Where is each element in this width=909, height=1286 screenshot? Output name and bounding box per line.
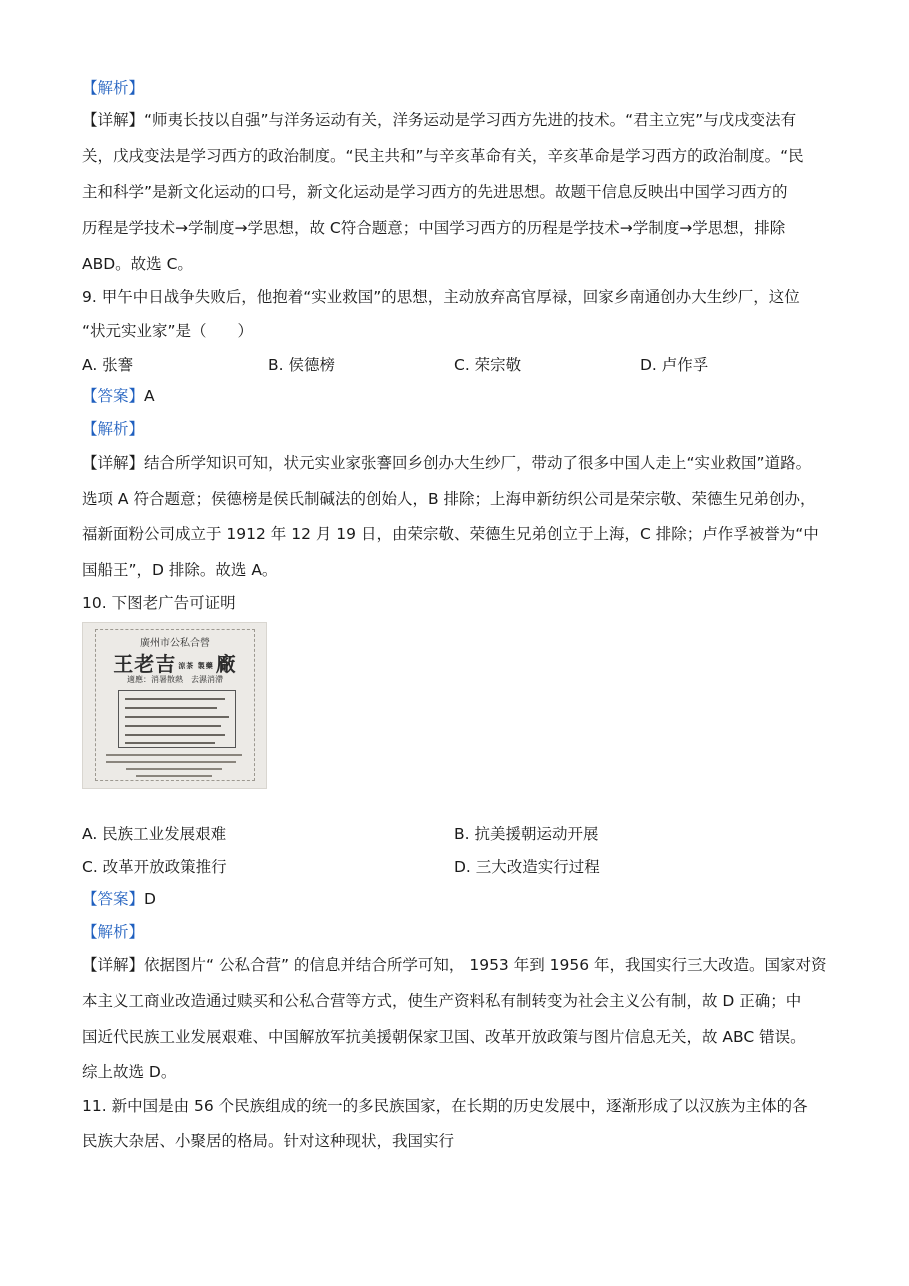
ad-brand: 王老吉: [113, 652, 177, 676]
q9-option-c: C. 荣宗敬: [454, 356, 522, 374]
analysis-label-q9: 【解析】: [82, 420, 145, 438]
analysis-label-q10: 【解析】: [82, 923, 145, 941]
q10-answer: [82, 889, 156, 909]
q10-option-b: B. 抗美援朝运动开展: [454, 825, 599, 843]
q9-stem-line-2: “状元实业家”是（ ）: [82, 322, 254, 340]
q10-option-c: C. 改革开放政策推行: [82, 858, 227, 876]
advertisement-frame: [95, 629, 255, 781]
q9-detail-line-3: 福新面粉公司成立于 1912 年 12 月 19 日，由荣宗敬、荣德生兄弟创立于上海，C 排除；卢作孚被誉为“中: [82, 525, 819, 543]
q11-stem-line-2: 民族大杂居、小聚居的格局。针对这种现状，我国实行: [82, 1132, 455, 1150]
q10-detail-line-4: 综上故选 D。: [82, 1063, 177, 1081]
answer-label: 【答案】: [82, 387, 145, 405]
ad-brand-side: 涼茶 製藥: [178, 660, 214, 670]
q9-option-b: B. 侯德榜: [268, 356, 335, 374]
old-advertisement-image: [82, 622, 267, 789]
q10-option-a: A. 民族工业发展艰难: [82, 825, 227, 843]
ad-brand-line: [96, 648, 254, 677]
q9-detail-line-2: 选项 A 符合题意；侯德榜是侯氏制碱法的创始人，B 排除；上海申新纺织公司是荣宗敬、荣德生兄弟创办，: [82, 490, 816, 508]
q10-option-d: D. 三大改造实行过程: [454, 858, 600, 876]
answer-value: D: [144, 890, 156, 908]
q8-detail-line-1: 【详解】“师夷长技以自强”与洋务运动有关，洋务运动是学习西方先进的技术。“君主立宪”与戊戌变法有: [82, 111, 797, 129]
q8-detail-line-4: 历程是学技术→学制度→学思想，故 C符合题意；中国学习西方的历程是学技术→学制度→学思想，排除: [82, 219, 786, 237]
q9-stem-line-1: 9. 甲午中日战争失败后，他抱着“实业救国”的思想，主动放弃高官厚禄，回家乡南通创办大生纱厂，这位: [82, 288, 800, 306]
q8-detail-line-2: 关，戊戌变法是学习西方的政治制度。“民主共和”与辛亥革命有关，辛亥革命是学习西方的政治制度。“民: [82, 147, 804, 165]
answer-label: 【答案】: [82, 890, 145, 908]
ad-header: 廣州市公私合營: [140, 638, 210, 649]
q11-stem-line-1: 11. 新中国是由 56 个民族组成的统一的多民族国家，在长期的历史发展中，逐渐形成了以汉族为主体的各: [82, 1097, 808, 1115]
q8-detail-line-5: ABD。故选 C。: [82, 255, 193, 273]
q9-detail-line-1: 【详解】结合所学知识可知，状元实业家张謇回乡创办大生纱厂，带动了很多中国人走上“实业救国”道路。: [82, 454, 812, 472]
q9-detail-line-4: 国船王”，D 排除。故选 A。: [82, 561, 278, 579]
q10-detail-line-1: 【详解】依据图片“ 公私合营” 的信息并结合所学可知， 1953 年到 1956 年，我国实行三大改造。国家对资: [82, 956, 827, 974]
answer-value: A: [144, 387, 155, 405]
q9-answer: [82, 386, 155, 406]
q10-detail-line-3: 国近代民族工业发展艰难、中国解放军抗美援朝保家卫国、改革开放政策与图片信息无关，故 ABC 错误。: [82, 1028, 806, 1046]
ad-factory: 廠: [215, 652, 237, 676]
q8-detail-line-3: 主和科学”是新文化运动的口号，新文化运动是学习西方的先进思想。故题干信息反映出中国学习西方的: [82, 183, 788, 201]
ad-product-table: [118, 690, 236, 748]
q10-detail-line-2: 本主义工商业改造通过赎买和公私合营等方式，使生产资料私有制转变为社会主义公有制，故 D 正确；中: [82, 992, 802, 1010]
q10-stem: 10. 下图老广告可证明: [82, 594, 236, 612]
analysis-label-q8: 【解析】: [82, 79, 145, 97]
q9-option-d: D. 卢作孚: [640, 356, 709, 374]
q9-option-a: A. 张謇: [82, 356, 134, 374]
ad-sub: 適應：消暑散熱 去濕消滯: [127, 675, 223, 684]
